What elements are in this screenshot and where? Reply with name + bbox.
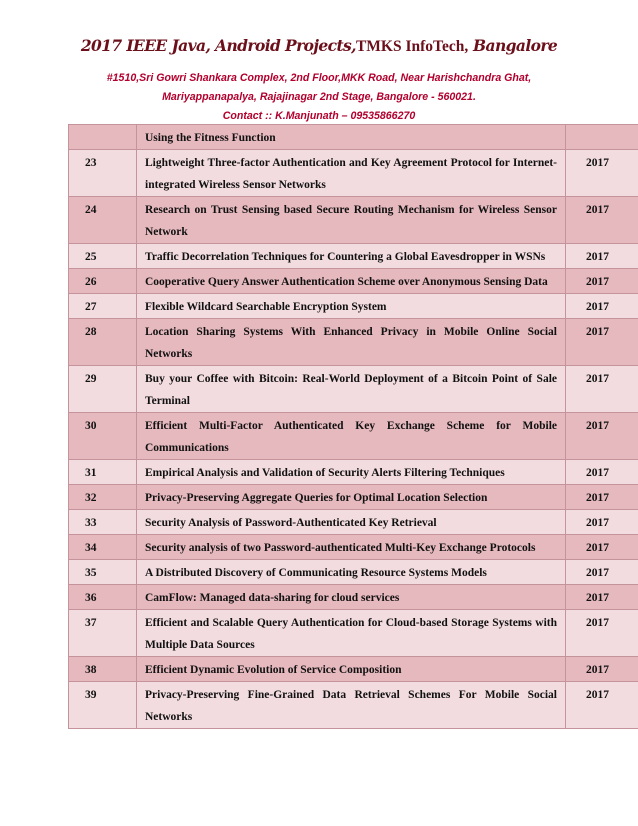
- row-number: 39: [69, 682, 137, 729]
- title-projects: 2017 IEEE Java, Android Projects,: [80, 36, 356, 55]
- row-title: Using the Fitness Function: [137, 125, 566, 150]
- row-title: Efficient Dynamic Evolution of Service Composition: [137, 657, 566, 682]
- table-row: [69, 560, 638, 585]
- row-year: 2017: [566, 244, 638, 269]
- row-title: Efficient and Scalable Query Authentication for Cloud-based Storage Systems with Multiple Data Sources: [137, 610, 566, 657]
- row-number: [69, 125, 137, 150]
- row-title: Research on Trust Sensing based Secure Routing Mechanism for Wireless Sensor Network: [137, 197, 566, 244]
- row-year: 2017: [566, 657, 638, 682]
- address-line-1: #1510,Sri Gowri Shankara Complex, 2nd Floor,MKK Road, Near Harishchandra Ghat,: [106, 72, 532, 84]
- address-line-2: Mariyappanapalya, Rajajinagar 2nd Stage, Bangalore - 560021.: [162, 91, 476, 103]
- table-row-continuation: [69, 125, 638, 150]
- table-row: [69, 535, 638, 560]
- row-number: 35: [69, 560, 137, 585]
- row-title: A Distributed Discovery of Communicating Resource Systems Models: [137, 560, 566, 585]
- row-title: Traffic Decorrelation Techniques for Countering a Global Eavesdropper in WSNs: [137, 244, 566, 269]
- row-year: 2017: [566, 610, 638, 657]
- row-title: Cooperative Query Answer Authentication Scheme over Anonymous Sensing Data: [137, 269, 566, 294]
- row-title: Flexible Wildcard Searchable Encryption System: [137, 294, 566, 319]
- contact-line: Contact :: K.Manjunath – 09535866270: [222, 110, 416, 122]
- row-title: Empirical Analysis and Validation of Security Alerts Filtering Techniques: [137, 460, 566, 485]
- row-year: 2017: [566, 585, 638, 610]
- table-row: [69, 294, 638, 319]
- table-row: [69, 150, 638, 197]
- table-row: [69, 366, 638, 413]
- row-year: 2017: [566, 510, 638, 535]
- row-title: Efficient Multi-Factor Authenticated Key Exchange Scheme for Mobile Communications: [137, 413, 566, 460]
- table-row: [69, 610, 638, 657]
- row-number: 32: [69, 485, 137, 510]
- row-number: 26: [69, 269, 137, 294]
- table-row: [69, 197, 638, 244]
- page-title: [0, 36, 638, 56]
- row-title: CamFlow: Managed data-sharing for cloud services: [137, 585, 566, 610]
- title-company: TMKS InfoTech,: [355, 38, 469, 55]
- projects-table: [68, 124, 638, 729]
- row-title: Security Analysis of Password-Authenticated Key Retrieval: [137, 510, 566, 535]
- row-year: 2017: [566, 269, 638, 294]
- table-row: [69, 585, 638, 610]
- row-number: 34: [69, 535, 137, 560]
- row-number: 24: [69, 197, 137, 244]
- row-year: 2017: [566, 560, 638, 585]
- row-year: 2017: [566, 485, 638, 510]
- row-year: 2017: [566, 294, 638, 319]
- table-row: [69, 413, 638, 460]
- table-row: [69, 244, 638, 269]
- row-title: Security analysis of two Password-authenticated Multi-Key Exchange Protocols: [137, 535, 566, 560]
- row-number: 28: [69, 319, 137, 366]
- row-year: 2017: [566, 682, 638, 729]
- row-year: 2017: [566, 319, 638, 366]
- row-number: 33: [69, 510, 137, 535]
- table-row: [69, 682, 638, 729]
- table-row: [69, 319, 638, 366]
- row-year: 2017: [566, 413, 638, 460]
- row-title: Privacy-Preserving Fine-Grained Data Retrieval Schemes For Mobile Social Networks: [137, 682, 566, 729]
- row-number: 38: [69, 657, 137, 682]
- row-number: 29: [69, 366, 137, 413]
- row-title: Privacy-Preserving Aggregate Queries for Optimal Location Selection: [137, 485, 566, 510]
- row-title: Buy your Coffee with Bitcoin: Real-World Deployment of a Bitcoin Point of Sale Terminal: [137, 366, 566, 413]
- table-row: [69, 485, 638, 510]
- row-year: 2017: [566, 535, 638, 560]
- table-row: [69, 510, 638, 535]
- row-number: 25: [69, 244, 137, 269]
- title-city: Bangalore: [468, 36, 558, 55]
- table-row: [69, 269, 638, 294]
- table-row: [69, 460, 638, 485]
- row-year: [566, 125, 638, 150]
- row-year: 2017: [566, 460, 638, 485]
- row-number: 30: [69, 413, 137, 460]
- row-title: Lightweight Three-factor Authentication and Key Agreement Protocol for Internet-integrated Wireless Sensor Networks: [137, 150, 566, 197]
- row-number: 36: [69, 585, 137, 610]
- row-number: 27: [69, 294, 137, 319]
- row-number: 31: [69, 460, 137, 485]
- row-number: 23: [69, 150, 137, 197]
- row-title: Location Sharing Systems With Enhanced Privacy in Mobile Online Social Networks: [137, 319, 566, 366]
- row-number: 37: [69, 610, 137, 657]
- row-year: 2017: [566, 197, 638, 244]
- row-year: 2017: [566, 366, 638, 413]
- table-row: [69, 657, 638, 682]
- row-year: 2017: [566, 150, 638, 197]
